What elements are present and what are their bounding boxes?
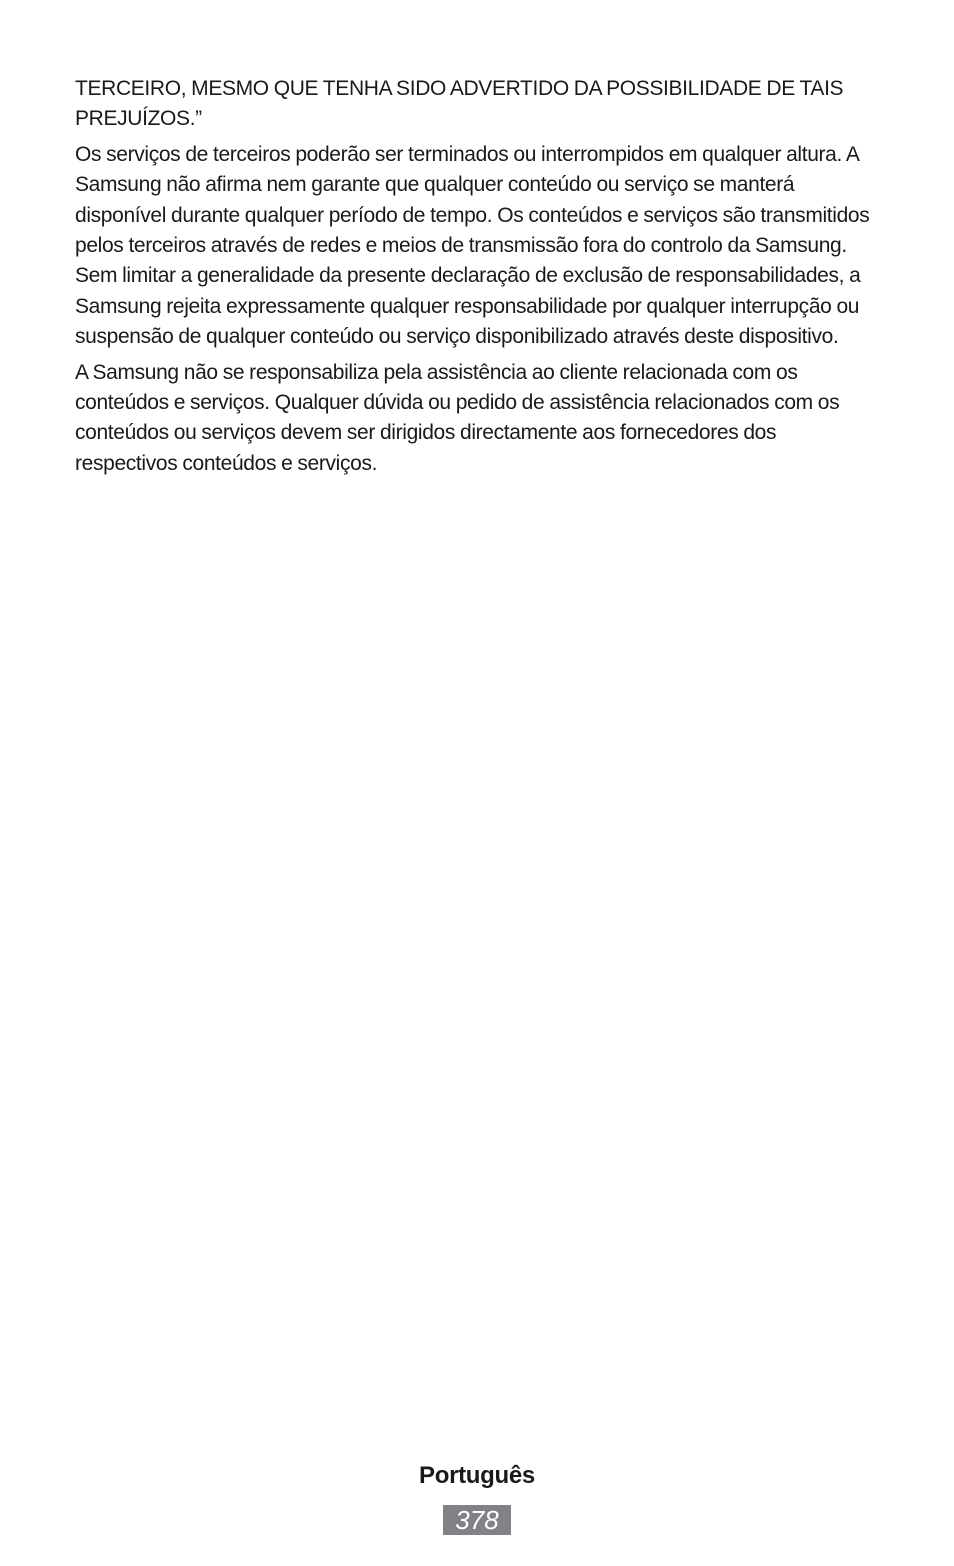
page-number-badge: 378 <box>443 1505 511 1535</box>
paragraph-customer-support: A Samsung não se responsabiliza pela assistência ao cliente relacionada com os conteúdos e serviços. Qualquer dúvida ou pedido de assistência relacionados com os conteúdos ou serviços devem ser dirigidos directamente aos fornecedores dos respectivos conteúdos e serviços. <box>75 360 840 475</box>
footer-language: Português <box>419 1462 535 1489</box>
paragraph-disclaimer-end: TERCEIRO, MESMO QUE TENHA SIDO ADVERTIDO DA POSSIBILIDADE DE TAIS PREJUÍZOS.” <box>75 77 844 131</box>
document-body <box>75 74 875 484</box>
paragraph-third-party-services: Os serviços de terceiros poderão ser terminados ou interrompidos em qualquer altura. A Samsung não afirma nem garante que qualquer conteúdo ou serviço se manterá disponível durante qualquer período de tempo. Os conteúdos e serviços são transmitidos pelos terceiros através de redes e meios de transmissão fora do controlo da Samsung. Sem limitar a generalidade da presente declaração de exclusão de responsabilidades, a Samsung rejeita expressamente qualquer responsabilidade por qualquer interrupção ou suspensão de qualquer conteúdo ou serviço disponibilizado através deste dispositivo. <box>75 142 870 349</box>
